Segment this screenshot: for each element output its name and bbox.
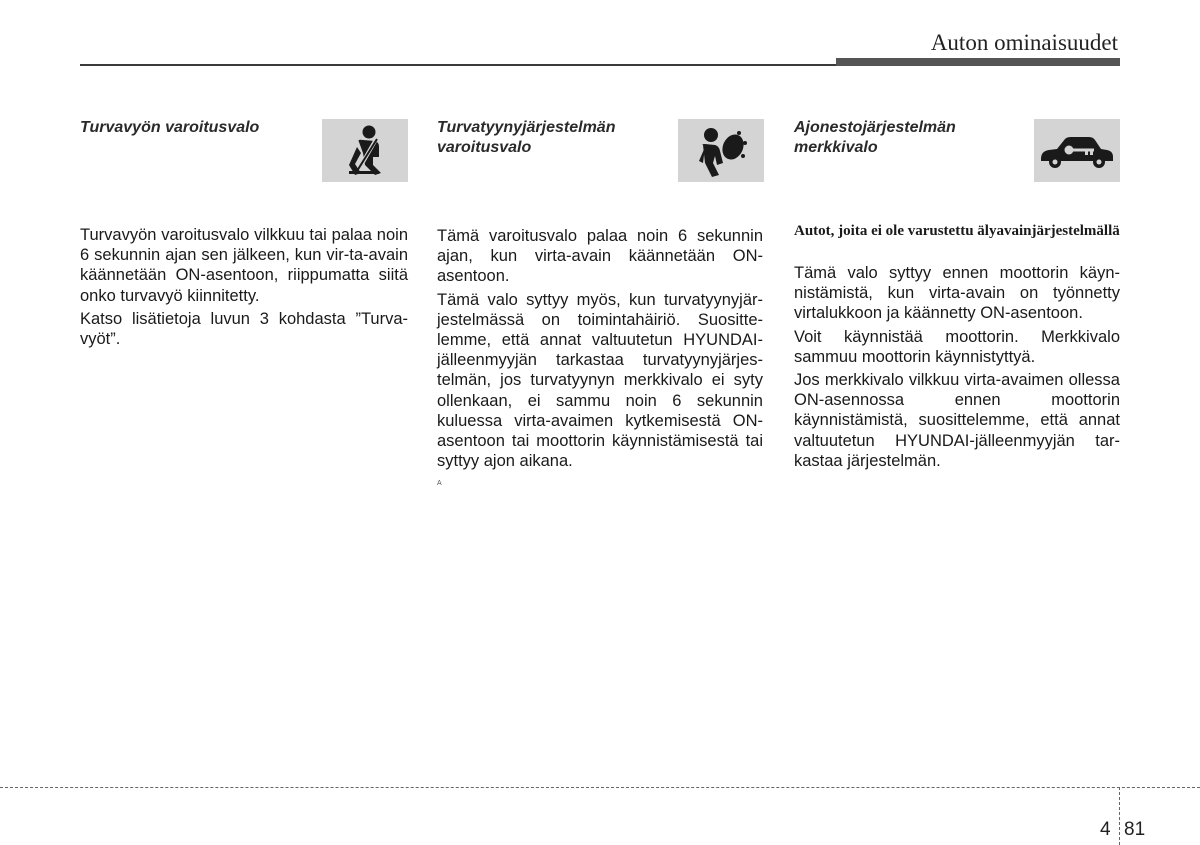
chapter-number: 4 [1100, 819, 1111, 840]
paragraph: Tämä valo syttyy myös, kun turvatyynyjär-jestelmässä on toimintahäiriö. Suositte-lemme, että annat valtuutetun HYUNDAI-jälleenmyyjän tarkastaa turvatyynyjärjes-telmän, jos turvatyynyn merkkivalo ei syty ollenkaan, ei sammu noin 6 sekunnin kuluessa virta-avaimen kytkemisestä ON-asentoon tai moottorin käynnistämisestä tai syttyy ajon aikana. [437, 290, 763, 471]
footer-dashed-divider [1119, 787, 1120, 845]
tiny-mark: A [437, 480, 442, 487]
section-subheading-immobilizer: Autot, joita ei ole varustettu älyavainjärjestelmällä [794, 223, 1120, 239]
section-title-seatbelt: Turvavyön varoitusvalo [80, 119, 260, 136]
page-header-title: Auton ominaisuudet [930, 30, 1118, 55]
header-rule [80, 64, 836, 66]
section-body-seatbelt [80, 225, 408, 352]
section-body-immobilizer [794, 263, 1120, 474]
header-accent-bar [836, 58, 1120, 66]
seatbelt-warning-icon [322, 119, 408, 182]
paragraph: Tämä valo syttyy ennen moottorin käyn-nistämistä, kun virta-avain on työnnetty virtalukkoon ja käännetty ON-asentoon. [794, 264, 1120, 323]
airbag-warning-icon [678, 119, 764, 182]
footer-dashed-rule [0, 787, 1200, 788]
immobilizer-car-key-icon [1034, 119, 1120, 182]
section-title-immobilizer: Ajonestojärjestelmän merkkivalo [794, 119, 956, 156]
section-body-airbag [437, 226, 763, 474]
paragraph: Jos merkkivalo vilkkuu virta-avaimen ollessa ON-asennossa ennen moottorin käynnistämistä, suosittelemme, että annat valtuutetun HYUNDAI-jälleenmyyjän tar-kastaa järjestelmän. [794, 371, 1120, 470]
paragraph: Voit käynnistää moottorin. Merkkivalo sammuu moottorin käynnistyttyä. [794, 327, 1120, 366]
paragraph: Tämä varoitusvalo palaa noin 6 sekunnin ajan, kun virta-avain käännetään ON-asentoon. [437, 227, 763, 286]
paragraph: Katso lisätietoja luvun 3 kohdasta ”Turva-vyöt”. [80, 309, 408, 349]
page-number: 81 [1124, 819, 1146, 840]
paragraph: Turvavyön varoitusvalo vilkkuu tai palaa noin 6 sekunnin ajan sen jälkeen, kun vir-ta-avain käännetään ON-asentoon, riippumatta siitä onko turvavyö kiinnitetty. [80, 226, 408, 305]
section-title-airbag: Turvatyynyjärjestelmän varoitusvalo [437, 119, 616, 156]
